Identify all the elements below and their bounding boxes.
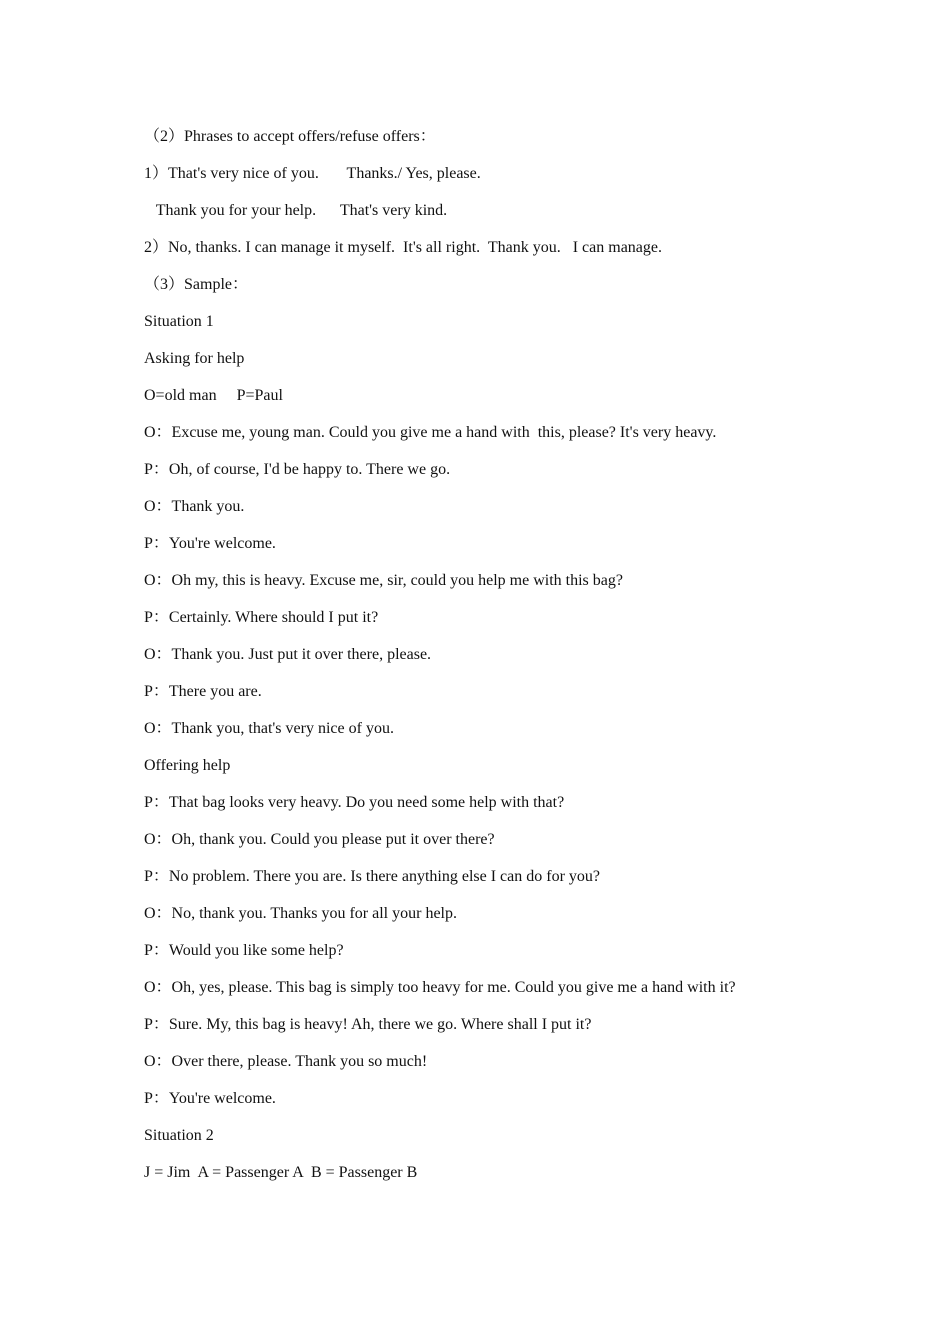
roles-line-situation-1: O=old man P=Paul [144, 387, 283, 404]
dialogue-line: P：No problem. There you are. Is there anything else I can do for you? [144, 868, 601, 885]
dialogue-line: O：Oh, thank you. Could you please put it over there? [144, 831, 495, 848]
dialogue-line: P：Certainly. Where should I put it? [144, 609, 379, 626]
accept-phrases-line-1: 1）That's very nice of you. Thanks./ Yes, please. [144, 165, 481, 182]
dialogue-line: P：Oh, of course, I'd be happy to. There we go. [144, 461, 451, 478]
dialogue-line: P：There you are. [144, 683, 262, 700]
dialogue-line: O：No, thank you. Thanks you for all your help. [144, 905, 457, 922]
asking-for-help-heading: Asking for help [144, 350, 245, 367]
dialogue-line: P：You're welcome. [144, 535, 276, 552]
dialogue-line: O：Thank you. Just put it over there, please. [144, 646, 432, 663]
situation-2-heading: Situation 2 [144, 1127, 214, 1144]
dialogue-line: P：That bag looks very heavy. Do you need some help with that? [144, 794, 565, 811]
dialogue-line: O：Thank you. [144, 498, 245, 515]
offering-help-heading: Offering help [144, 757, 231, 774]
dialogue-line: P：Would you like some help? [144, 942, 344, 959]
dialogue-line: O：Oh, yes, please. This bag is simply too heavy for me. Could you give me a hand with it? [144, 979, 736, 996]
dialogue-line: O：Excuse me, young man. Could you give me a hand with this, please? It's very heavy. [144, 424, 717, 441]
dialogue-line: O：Thank you, that's very nice of you. [144, 720, 394, 737]
dialogue-line: O：Oh my, this is heavy. Excuse me, sir, could you help me with this bag? [144, 572, 623, 589]
roles-line-situation-2: J = Jim A = Passenger A B = Passenger B [144, 1164, 418, 1181]
situation-1-heading: Situation 1 [144, 313, 214, 330]
refuse-phrases-line: 2）No, thanks. I can manage it myself. It's all right. Thank you. I can manage. [144, 239, 663, 256]
dialogue-line: P：You're welcome. [144, 1090, 276, 1107]
dialogue-line: O：Over there, please. Thank you so much! [144, 1053, 428, 1070]
accept-phrases-line-2: Thank you for your help. That's very kind. [144, 202, 448, 219]
sample-heading: （3）Sample： [144, 276, 248, 293]
dialogue-line: P：Sure. My, this bag is heavy! Ah, there we go. Where shall I put it? [144, 1016, 592, 1033]
phrases-heading: （2）Phrases to accept offers/refuse offers： [144, 128, 436, 145]
